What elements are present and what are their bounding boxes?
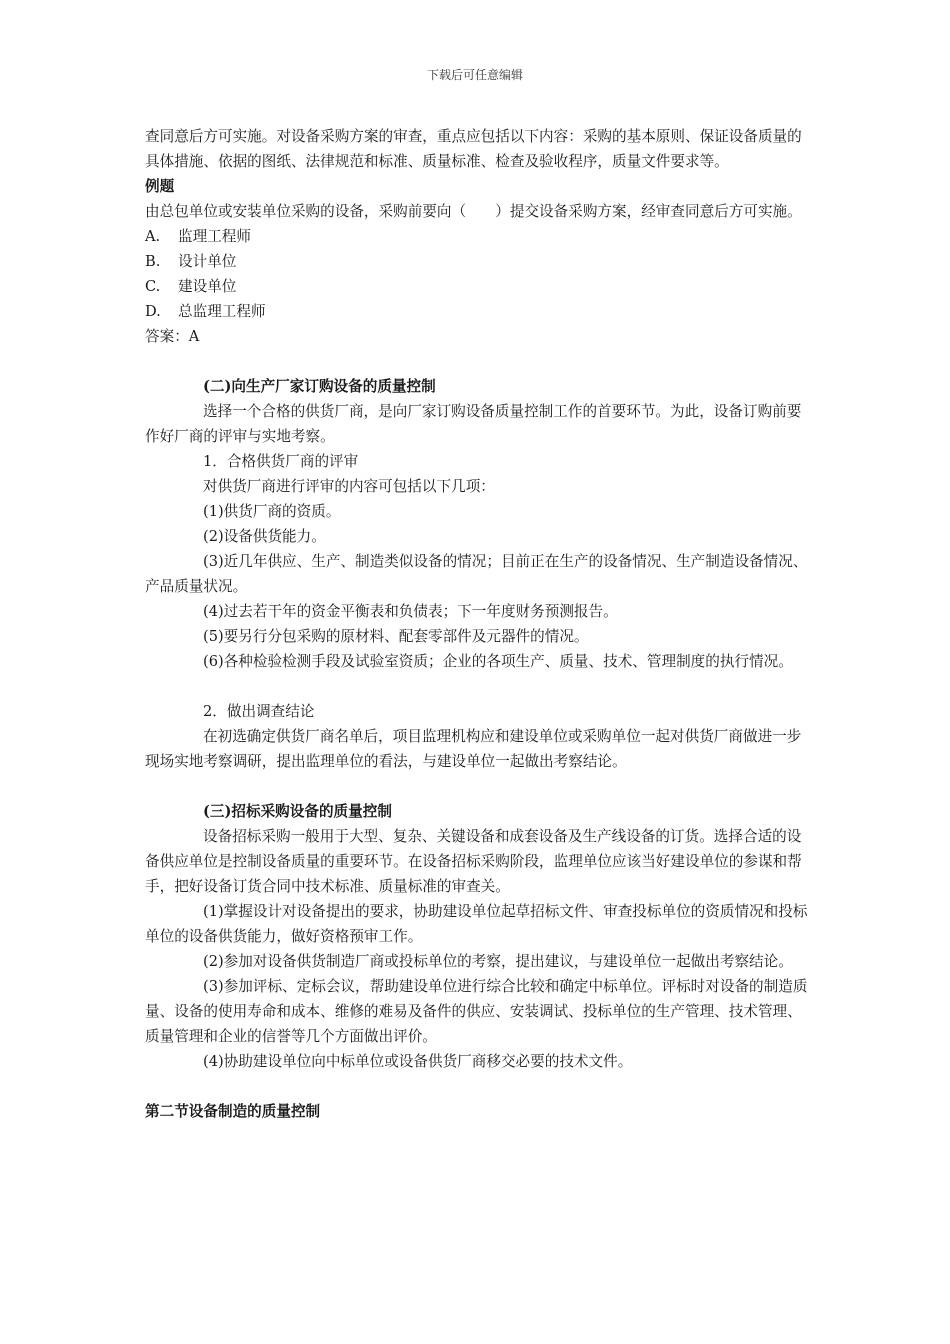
option-b-text: 设计单位 [178,253,237,270]
document-body [145,124,810,1124]
section2-intro: 选择一个合格的供货厂商，是向厂家订购设备质量控制工作的首要环节。为此，设备订购前要作好厂商的评审与实地考察。 [145,403,802,445]
section2-title: (二)向生产厂家订购设备的质量控制 [203,378,436,395]
section2-sub1-intro: 对供货厂商进行评审的内容可包括以下几项： [203,478,495,495]
option-c [145,274,810,299]
section3-title: (三)招标采购设备的质量控制 [203,803,392,820]
example-question: 由总包单位或安装单位采购的设备，采购前要向（ ）提交设备采购方案，经审查同意后方可实施。 [145,203,802,220]
option-d [145,299,810,324]
section3-item: (3)参加评标、定标会议，帮助建设单位进行综合比较和确定中标单位。评标时对设备的制造质量、设备的使用寿命和成本、维修的难易及备件的供应、安装调试、投标单位的生产管理、技术管理、质量管理和企业的信誉等几个方面做出评价。 [145,978,808,1045]
section2-sub2-title: 2．做出调查结论 [203,703,315,720]
section3-intro: 设备招标采购一般用于大型、复杂、关键设备和成套设备及生产线设备的订货。选择合适的设备供应单位是控制设备质量的重要环节。在设备招标采购阶段，监理单位应该当好建设单位的参谋和帮手，把好设备订货合同中技术标准、质量标准的审查关。 [145,828,802,895]
section2-sub1-title: 1．合格供货厂商的评审 [203,453,359,470]
section2-sub2-text: 在初选确定供货厂商名单后，项目监理机构应和建设单位或采购单位一起对供货厂商做进一步现场实地考察调研，提出监理单位的看法，与建设单位一起做出考察结论。 [145,728,802,770]
section2-item: (4)过去若干年的资金平衡表和负债表；下一年度财务预测报告。 [203,603,618,620]
section2-item: (5)要另行分包采购的原材料、配套零部件及元器件的情况。 [203,628,589,645]
option-d-label: D. [145,303,161,320]
page-header-note: 下载后可任意编辑 [426,68,523,82]
section2-item: (6)各种检验检测手段及试验室资质；企业的各项生产、质量、技术、管理制度的执行情况。 [203,653,793,670]
section2-item: (3)近几年供应、生产、制造类似设备的情况；目前正在生产的设备情况、生产制造设备情况、产品质量状况。 [145,553,808,595]
next-section-title: 第二节设备制造的质量控制 [145,1103,321,1120]
intro-paragraph: 查同意后方可实施。对设备采购方案的审查，重点应包括以下内容：采购的基本原则、保证设备质量的具体措施、依据的图纸、法律规范和标准、质量标准、检查及验收程序，质量文件要求等。 [145,128,802,170]
option-a-text: 监理工程师 [178,228,251,245]
option-b [145,249,810,274]
option-d-text: 总监理工程师 [178,303,266,320]
section3-item: (2)参加对设备供货制造厂商或投标单位的考察，提出建议，与建设单位一起做出考察结论。 [203,953,793,970]
option-b-label: B. [145,253,161,270]
option-c-text: 建设单位 [178,278,237,295]
option-a [145,224,810,249]
example-title: 例题 [145,178,175,195]
option-a-label: A. [145,228,161,245]
section3-item: (4)协助建设单位向中标单位或设备供货厂商移交必要的技术文件。 [203,1053,633,1070]
section2-item: (2)设备供货能力。 [203,528,326,545]
option-c-label: C. [145,278,161,295]
example-answer: 答案：A [145,328,200,345]
section3-item: (1)掌握设计对设备提出的要求，协助建设单位起草招标文件、审查投标单位的资质情况和投标单位的设备供货能力，做好资格预审工作。 [145,903,808,945]
section2-item: (1)供货厂商的资质。 [203,503,341,520]
